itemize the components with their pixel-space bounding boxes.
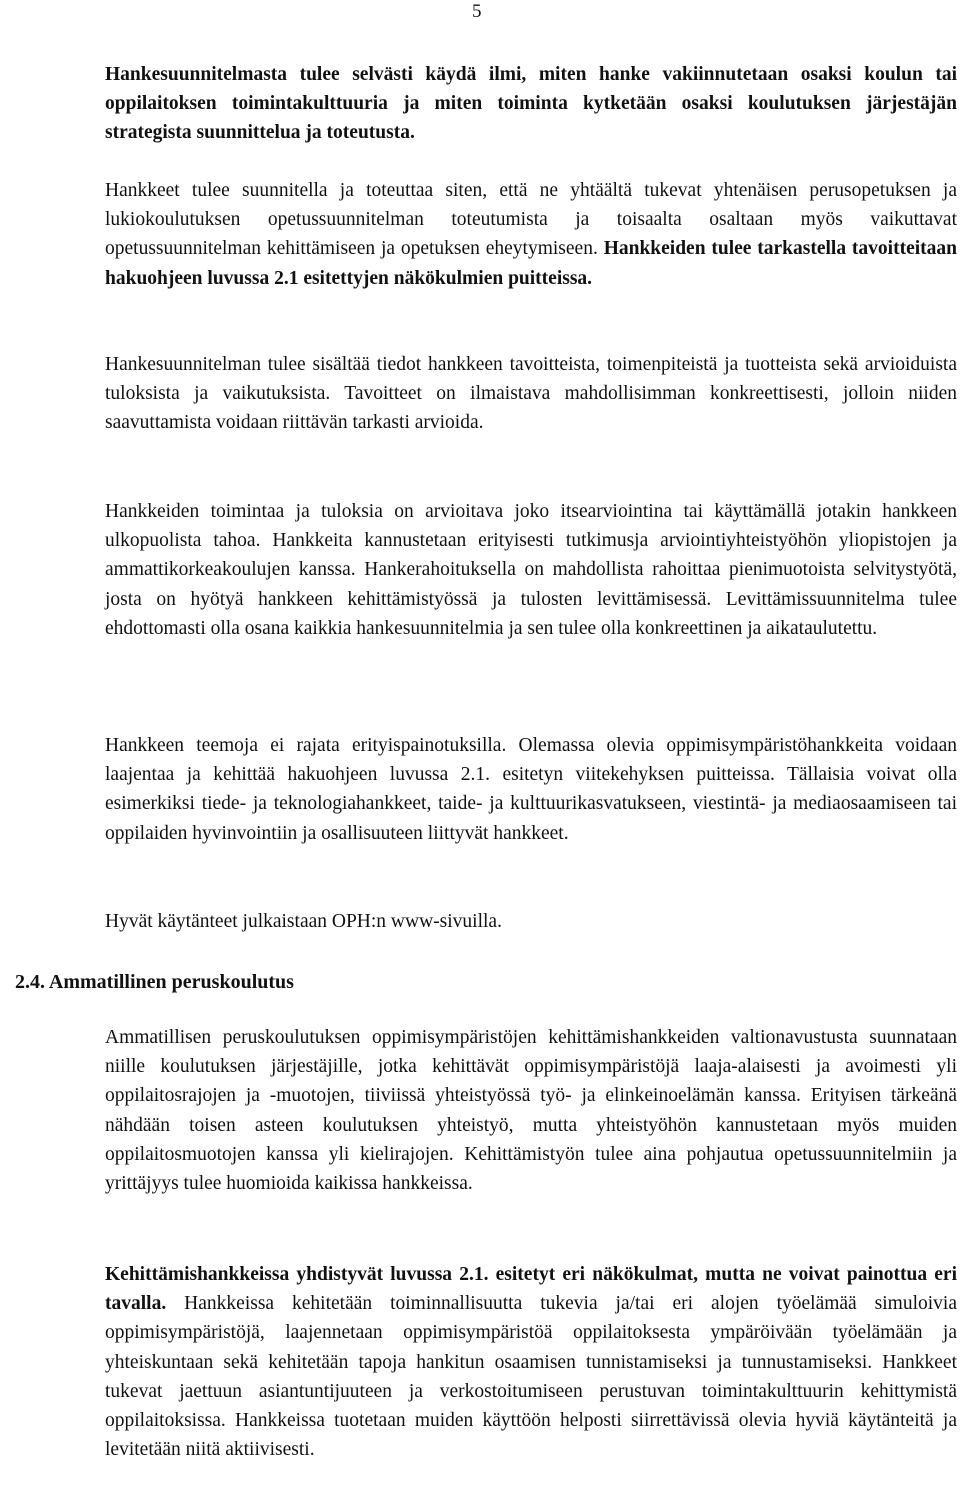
paragraph-curriculum-emphasis: Hankkeiden tulee tarkastella tavoitteitaan hakuohjeen luvussa 2.1 esitettyjen näkökulmien puitteissa. [105,238,957,289]
paragraph-vocational: Ammatillisen peruskoulutuksen oppimisympäristöjen kehittämishankkeiden valtionavustusta suunnataan niille koulutuksen järjestäjille, jotka kehittävät oppimisympäristöjä laaja-alaisesti ja avoimesti yli oppilaitosrajojen ja -muotojen, tiiviissä yhteistyössä työ- ja elinkeinoelämän kanssa. Erityisen tärkeänä nähdään toisen asteen koulutuksen yhteistyö, mutta yhteistyöhön kannustetaan myös muiden oppilaitosmuotojen kanssa yli kielirajojen. Kehittämistyön tulee aina pohjautua opetussuunnitelmiin ja yrittäjyys tulee huomioida kaikissa hankkeissa. [105,1027,957,1195]
paragraph-themes: Hankkeen teemoja ei rajata erityispainotuksilla. Olemassa olevia oppimisympäristöhankkeita voidaan laajentaa ja kehittää hakuohjeen luvussa 2.1. esitetyn viitekehyksen puitteissa. Tällaisia voivat olla esimerkiksi tiede- ja teknologiahankkeet, taide- ja kulttuurikasvatukseen, viestintä- ja mediaosaamiseen tai oppilaiden hyvinvointiin ja osallisuuteen liittyvät hankkeet. [105,735,957,844]
paragraph-development-projects [105,1260,957,1464]
paragraph-good-practices: Hyvät käytänteet julkaistaan OPH:n www-sivuilla. [105,911,502,932]
paragraph-evaluation: Hankkeiden toimintaa ja tuloksia on arvioitava joko itsearviointina tai käyttämällä jotakin hankkeen ulkopuolista tahoa. Hankkeita kannustetaan erityisesti tutkimusja arviointiyhteistyöhön yliopistojen ja ammattikorkeakoulujen kanssa. Hankerahoituksella on mahdollista rahoittaa pienimuotoista selvitystyötä, josta on hyötyä hankkeen kehittämistyössä ja tulosten levittämisessä. Levittämissuunnitelma tulee ehdottomasti olla osana kaikkia hankesuunnitelmia ja sen tulee olla konkreettinen ja aikataulutettu. [105,501,957,639]
section-heading: 2.4. Ammatillinen peruskoulutus [15,971,294,993]
paragraph-anchoring: Hankesuunnitelmasta tulee selvästi käydä ilmi, miten hanke vakiinnutetaan osaksi koulun tai oppilaitoksen toimintakulttuuria ja miten toiminta kytketään osaksi koulutuksen järjestäjän strategista suunnittelua ja toteutusta. [105,64,957,144]
paragraph-curriculum-text: Hankkeet tulee suunnitella ja toteuttaa siten, että ne yhtäältä tukevat yhtenäisen perusopetuksen ja lukiokoulutuksen opetussuunnitelman toteutumista ja toisaalta osaltaan myös vaikuttavat opetussuunnitelman kehittämiseen ja opetuksen eheytymiseen. [105,180,957,260]
paragraph-curriculum [105,176,957,293]
page-number: 5 [472,1,482,22]
paragraph-development-emphasis: Kehittämishankkeissa yhdistyvät luvussa 2.1. esitetyt eri näkökulmat, mutta ne voivat painottua eri tavalla. [105,1264,957,1315]
paragraph-development-text: Hankkeissa kehitetään toiminnallisuutta tukevia ja/tai eri alojen työelämää simuloivia oppimisympäristöjä, laajennetaan oppimisympäristöä oppilaitoksesta ympäröivään työelämään ja yhteiskuntaan sekä kehitetään tapoja hankitun osaamisen tunnistamiseksi ja tunnustamiseksi. Hankkeet tukevat jaettuun asiantuntijuuteen ja verkostoitumiseen perustuvan toimintakulttuurin kehittymistä oppilaitoksissa. Hankkeissa tuotetaan muiden käyttöön helposti siirrettävissä olevia hyviä käytänteitä ja levitetään niitä aktiivisesti. [105,1293,958,1461]
paragraph-plan-contents: Hankesuunnitelman tulee sisältää tiedot hankkeen tavoitteista, toimenpiteistä ja tuotteista sekä arvioiduista tuloksista ja vaikutuksista. Tavoitteet on ilmaistava mahdollisimman konkreettisesti, jolloin niiden saavuttamista voidaan riittävän tarkasti arvioida. [105,354,957,434]
